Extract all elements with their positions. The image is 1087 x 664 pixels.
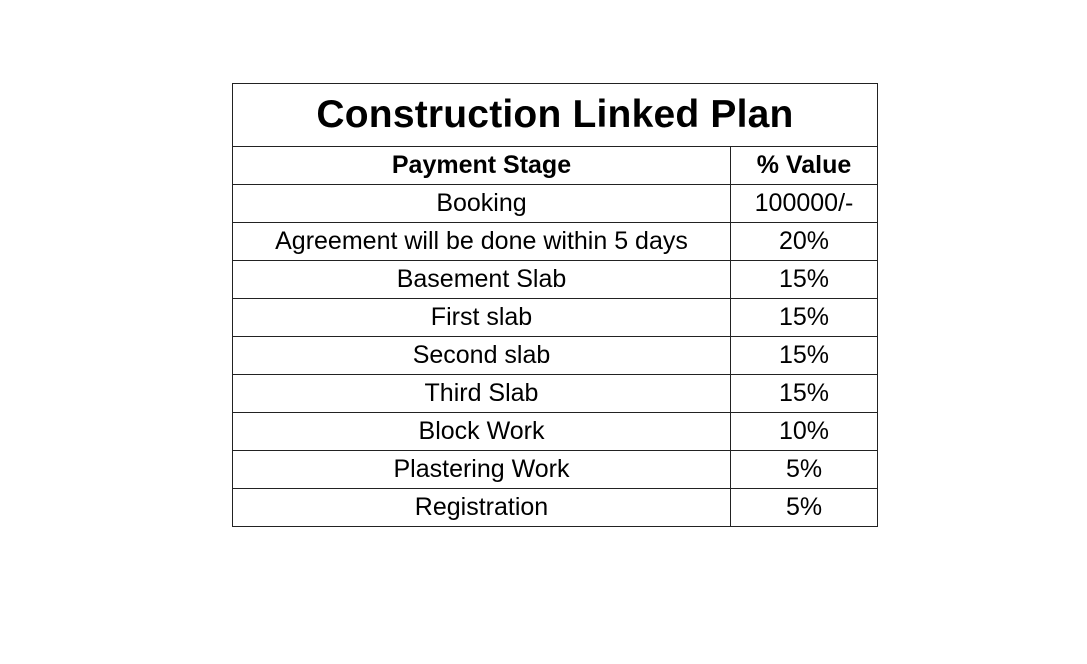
value-cell: 15% xyxy=(731,375,878,413)
stage-cell: Booking xyxy=(233,185,731,223)
table-row xyxy=(233,223,878,261)
stage-cell: Block Work xyxy=(233,413,731,451)
value-cell: 15% xyxy=(731,261,878,299)
header-payment-stage: Payment Stage xyxy=(233,147,731,185)
header-row xyxy=(233,147,878,185)
table-row xyxy=(233,299,878,337)
value-cell: 15% xyxy=(731,337,878,375)
value-cell: 5% xyxy=(731,489,878,527)
table-row xyxy=(233,375,878,413)
stage-cell: Third Slab xyxy=(233,375,731,413)
value-cell: 100000/- xyxy=(731,185,878,223)
table-row xyxy=(233,489,878,527)
stage-cell: Second slab xyxy=(233,337,731,375)
payment-plan-table xyxy=(232,83,878,527)
table-title: Construction Linked Plan xyxy=(233,84,878,147)
table-row xyxy=(233,337,878,375)
value-cell: 5% xyxy=(731,451,878,489)
table-row xyxy=(233,185,878,223)
stage-cell: Basement Slab xyxy=(233,261,731,299)
value-cell: 10% xyxy=(731,413,878,451)
stage-cell: First slab xyxy=(233,299,731,337)
table-row xyxy=(233,413,878,451)
value-cell: 15% xyxy=(731,299,878,337)
stage-cell: Agreement will be done within 5 days xyxy=(233,223,731,261)
table-row xyxy=(233,261,878,299)
stage-cell: Registration xyxy=(233,489,731,527)
title-row xyxy=(233,84,878,147)
table-row xyxy=(233,451,878,489)
stage-cell: Plastering Work xyxy=(233,451,731,489)
header-value: % Value xyxy=(731,147,878,185)
value-cell: 20% xyxy=(731,223,878,261)
